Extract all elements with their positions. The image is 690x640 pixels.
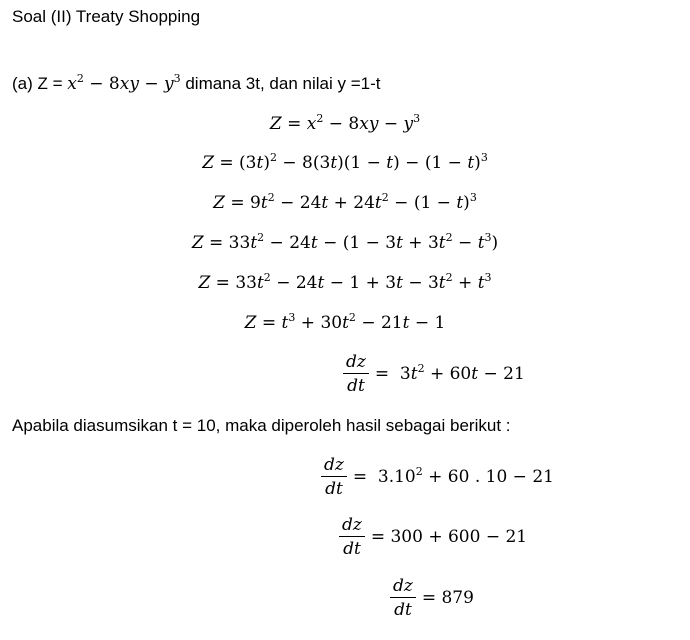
fraction-denominator: dt <box>325 479 343 499</box>
derivative-equation <box>343 352 525 396</box>
fraction-numerator: dz <box>343 352 369 374</box>
fraction-denominator: dt <box>347 376 365 396</box>
assumption-text: Apabila diasumsikan t = 10, maka diperoleh hasil sebagai berikut : <box>12 416 511 435</box>
equation-line-5: $Z = 33t^2 - 24t - 1 + 3t - 3t^2 + t^3$ <box>198 271 492 293</box>
equation-line-6: $Z = t^3 + 30t^2 - 21t - 1$ <box>244 311 446 333</box>
part-a-condition: dimana 3t, dan nilai y =1-t <box>180 74 381 93</box>
result-equation-2 <box>339 515 527 559</box>
fraction-numerator: dz <box>339 515 365 537</box>
part-a-statement <box>12 74 380 94</box>
fraction-denominator: dt <box>343 539 361 559</box>
derivative-fraction <box>343 352 369 396</box>
derivative-rhs: = $3t^2 + 60t - 21$ <box>374 362 525 384</box>
result-equation-1 <box>321 455 554 499</box>
fraction-numerator: dz <box>390 576 416 598</box>
result-equation-3 <box>390 576 474 620</box>
equation-line-1: $Z = x^2 - 8xy - y^3$ <box>269 112 421 134</box>
fraction-numerator: dz <box>321 455 347 477</box>
result-rhs: = 879 <box>421 588 474 608</box>
result-fraction <box>339 515 365 559</box>
fraction-denominator: dt <box>394 600 412 620</box>
equation-line-3: $Z = 9t^2 - 24t + 24t^2 - (1 - t)^3$ <box>213 191 477 213</box>
result-fraction <box>390 576 416 620</box>
equation-line-2: $Z = (3t)^2 - 8(3t)(1 - t) - (1 - t)^3$ <box>202 151 488 173</box>
document-title: Soal (II) Treaty Shopping <box>12 7 201 26</box>
result-fraction <box>321 455 347 499</box>
part-a-label: (a) Z = <box>12 74 68 93</box>
equation-line-4: $Z = 33t^2 - 24t - (1 - 3t + 3t^2 - t^3)$ <box>191 231 499 253</box>
part-a-expression: $x^2 - 8xy - y^3$ <box>67 72 181 94</box>
result-rhs: = 300 + 600 − 21 <box>370 527 528 547</box>
result-rhs: = $3.10^2 + 60$ . 10 − 21 <box>352 465 554 487</box>
